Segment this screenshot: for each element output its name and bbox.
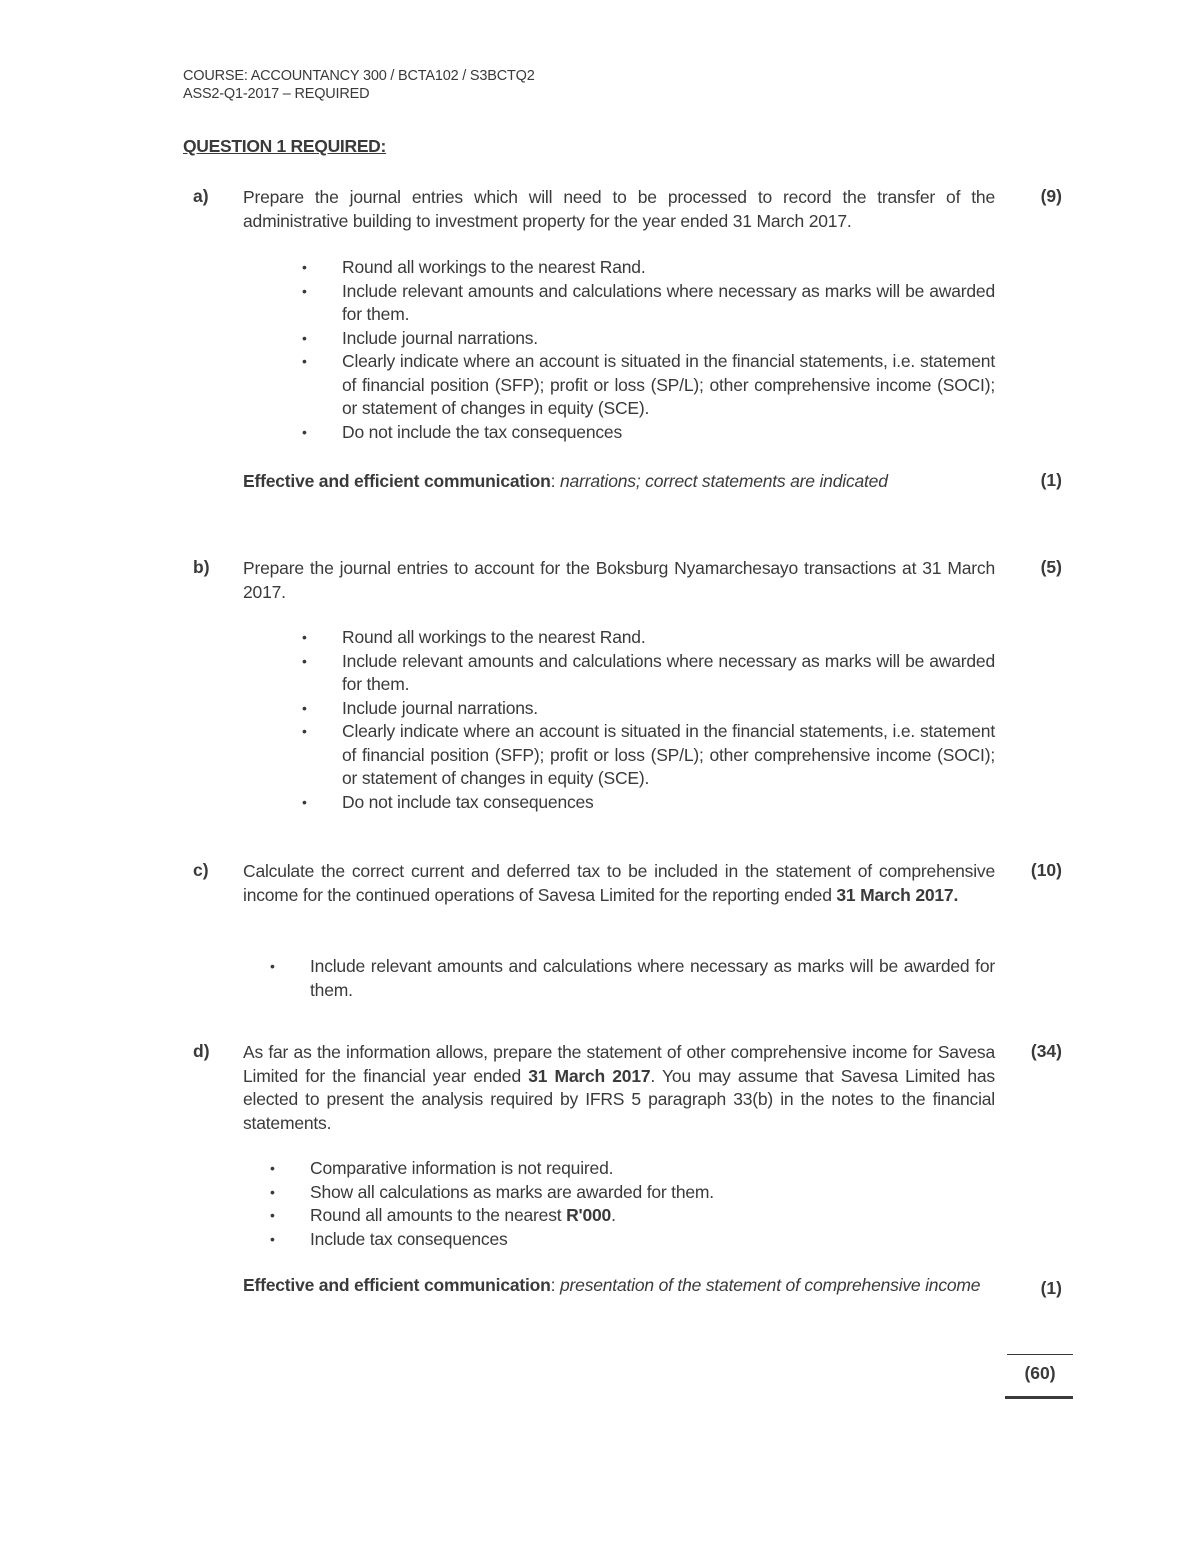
eec-label: Effective and efficient communication (243, 1275, 551, 1295)
question-text: Prepare the journal entries to account for the Boksburg Nyamarchesayo transactions at 31 March 2017. (243, 558, 995, 602)
list-item: • Include journal narrations. (342, 697, 995, 721)
question-text-part: Calculate the correct current and deferred tax to be included in the statement of comprehensive income for the continued operations of Savesa Limited for the reporting ended (243, 861, 995, 905)
list-item: • Clearly indicate where an account is situated in the financial statements, i.e. statement of financial position (SFP); profit or loss (SP/L); other comprehensive income (SOCI); or statement of changes in equity (SCE). (342, 720, 995, 791)
question-marks: (34) (1030, 1041, 1062, 1061)
question-text (243, 860, 995, 907)
total-marks: (60) (1024, 1363, 1056, 1383)
page-header (183, 67, 535, 103)
list-item: • Clearly indicate where an account is situated in the financial statements, i.e. statement of financial position (SFP); profit or loss (SP/L); other comprehensive income (SOCI); or statement of changes in equity (SCE). (342, 350, 995, 421)
question-title: QUESTION 1 REQUIRED: (183, 136, 387, 156)
question-text-bold: 31 March 2017 (528, 1065, 651, 1086)
question-letter: c) (193, 860, 209, 880)
question-letter: d) (193, 1041, 210, 1061)
effective-communication-a: Effective and efficient communication: narrations; correct statements are indicated (243, 471, 888, 491)
list-item: • Do not include tax consequences (342, 791, 995, 815)
eec-text: narrations; correct statements are indicated (560, 471, 888, 491)
reference-line: ASS2-Q1-2017 – REQUIRED (183, 86, 370, 102)
effective-communication-d: Effective and efficient communication: presentation of the statement of comprehensive income (243, 1275, 981, 1295)
list-item: • Include journal narrations. (342, 327, 995, 351)
list-item-part: . (611, 1205, 616, 1225)
bullet-list-d (310, 1157, 995, 1251)
course-line: COURSE: ACCOUNTANCY 300 / BCTA102 / S3BCTQ2 (183, 68, 535, 84)
list-item: • Round all workings to the nearest Rand. (342, 256, 995, 280)
question-text: Prepare the journal entries which will need to be processed to record the transfer of the administrative building to investment property for the year ended 31 March 2017. (243, 187, 995, 231)
question-letter: b) (193, 557, 210, 577)
eec-text: presentation of the statement of comprehensive income (560, 1275, 981, 1295)
question-letter: a) (193, 186, 209, 206)
eec-marks: (1) (1040, 470, 1062, 490)
eec-marks: (1) (1040, 1278, 1062, 1298)
total-rule-bottom (1005, 1396, 1073, 1399)
question-text (243, 1041, 995, 1135)
list-item: • Show all calculations as marks are awarded for them. (310, 1181, 995, 1205)
list-item: • Round all workings to the nearest Rand. (342, 626, 995, 650)
eec-label: Effective and efficient communication (243, 471, 551, 491)
question-marks: (10) (1030, 860, 1062, 880)
question-marks: (9) (1040, 186, 1062, 206)
list-item (310, 1204, 995, 1228)
question-text-part: . You may assume that Savesa Limited has elected to present the analysis required by IFRS 5 paragraph 33(b) in the notes to the financial statements. (243, 1065, 995, 1133)
list-item-bold: R'000 (566, 1205, 612, 1225)
bullet-list-b (342, 626, 995, 814)
total-rule-top (1007, 1354, 1073, 1355)
list-item: • Include relevant amounts and calculations where necessary as marks will be awarded for them. (342, 280, 995, 327)
question-marks: (5) (1040, 557, 1062, 577)
list-item: • Include tax consequences (310, 1228, 995, 1252)
list-item: • Include relevant amounts and calculations where necessary as marks will be awarded for them. (342, 650, 995, 697)
list-item: • Do not include the tax consequences (342, 421, 995, 445)
list-item: • Include relevant amounts and calculations where necessary as marks will be awarded for them. (310, 955, 995, 1002)
bullet-list-c (310, 955, 995, 1002)
list-item-part: Round all amounts to the nearest (310, 1205, 567, 1225)
bullet-list-a (342, 256, 995, 444)
question-text-bold: 31 March 2017. (836, 884, 959, 905)
question-text-part: As far as the information allows, prepare the statement of other comprehensive income for Savesa Limited for the financial year ended (243, 1042, 995, 1086)
list-item: • Comparative information is not required. (310, 1157, 995, 1181)
